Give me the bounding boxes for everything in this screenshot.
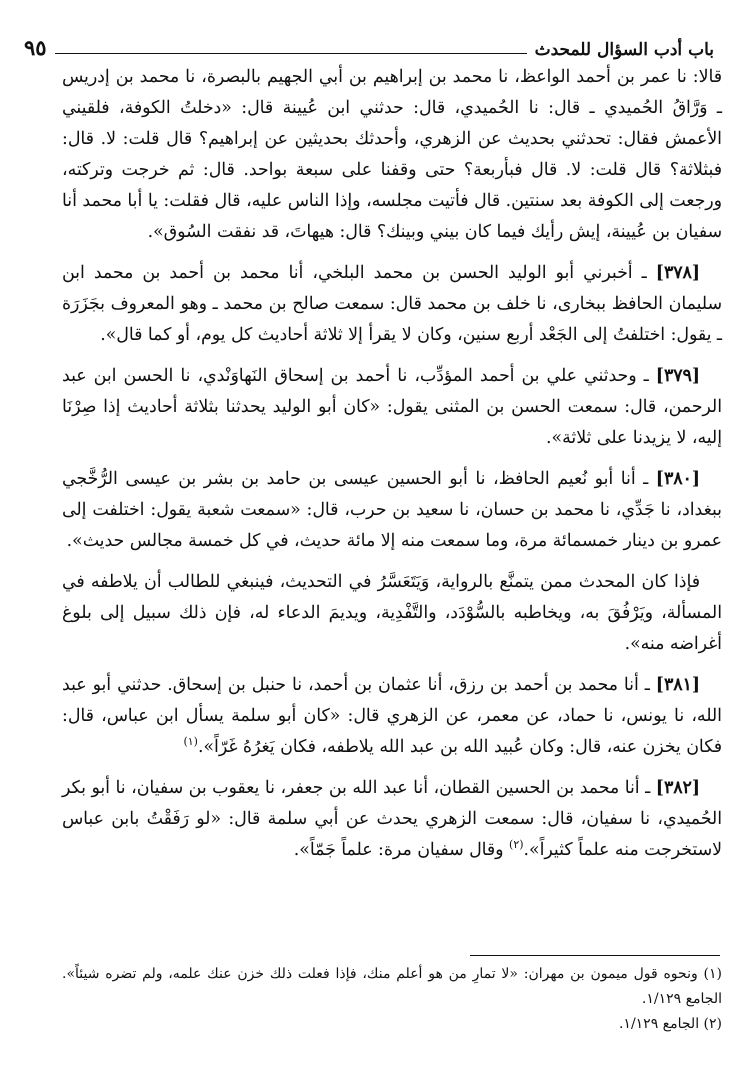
paragraph-text: قالا: نا عمر بن أحمد الواعظ، نا محمد بن إبراهيم بن أبي الجهيم بالبصرة، نا محمد بن إدريس ـ وَرَّاقُ الحُميدي ـ قال: نا الحُميدي، قال: حدثني ابن عُيينة قال: «دخلتُ الكوفة، فلقيني الأعمش فقال: تحدثني بحديث عن الزهري، وأحدثك بحديثين عن إبراهيم؟ قال قلت: لا. قال: فبثلاثة؟ قال قلت: لا. قال فبأربعة؟ حتى وقفنا على سبعة بواحد. قال: ثم خرجت وتركته، ورجعت إلى الكوفة بعد سنتين. قال فأتيت مجلسه، وإذا الناس عليه، قال فقلت: يا أبا محمد أنا سفيان بن عُيينة، إيش رأيك فيما كان بيني وبينك؟ قال: هيهاتَ، قد نفقت السُوق».	[62, 67, 722, 242]
paragraph-text: ـ أنا أبو نُعيم الحافظ، نا أبو الحسين عيسى بن حامد بن بشر بن عيسى الرُّخَّجي ببغداد، نا جَدِّي، نا محمد بن حسان، نا سعيد بن حرب، قال: «سمعت شعبة يقول: اختلفت إلى عمرو بن دينار خمسمائة مرة، وما سمعت منه إلا مائة حديث، في كل خمسة مجالس حديث».	[62, 469, 722, 551]
paragraph-tail: وقال سفيان مرة: علماً جَمّاً».	[293, 840, 510, 860]
paragraph-text: ـ وحدثني علي بن أحمد المؤدِّب، نا أحمد بن إسحاق النَهاوَنْدي، نا الحسن ابن عبد الرحمن، قال: سمعت الحسن بن المثنى يقول: «كان أبو الوليد يحدثنا بثلاثة أحاديث إذا صِرْنَا إليه، لا يزيدنا على ثلاثة».	[62, 366, 722, 448]
paragraph-text: فإذا كان المحدث ممن يتمنَّع بالرواية، وَيَتَعَسَّرُ في التحديث، فينبغي للطالب أن يلاطفه في المسألة، ويَرْفُقَ به، ويخاطبه بالسُّوْدَد، والتَّفْدِية، ويديمَ الدعاء له، فإن ذلك سبيل إلى بلوغ أغراضه منه».	[62, 572, 722, 654]
hadith-number: [٣٨٢]	[655, 778, 700, 798]
chapter-title: باب أدب السؤال للمحدث	[534, 40, 714, 60]
footnote-ref: (٢)	[509, 838, 524, 852]
paragraph-text: ـ أخبرني أبو الوليد الحسن بن محمد البلخي، أنا محمد بن أحمد بن محمد ابن سليمان الحافظ ببخارى، نا خلف بن محمد قال: سمعت صالح بن محمد ـ وهو المعروف بجَزَرَة ـ يقول: اختلفتُ إلى الجَعْد أربع سنين، وكان لا يقرأ إلا ثلاثة أحاديث كل يوم، أو كما قال».	[62, 263, 722, 345]
footnote-2: (٢) الجامع ١/١٢٩.	[618, 1016, 722, 1032]
page-header	[24, 30, 714, 60]
footnote-1: (١) ونحوه قول ميمون بن مهران: «لا تمارِ من هو أعلم منك، فإذا فعلت ذلك خزن عنك علمه، ولم تضره شيئاً». الجامع ١/١٢٩.	[62, 966, 722, 1007]
hadith-number: [٣٧٨]	[655, 263, 700, 283]
hadith-number: [٣٧٩]	[655, 366, 700, 386]
paragraph-intro	[62, 62, 722, 248]
paragraph-text: ـ أنا محمد بن الحسين القطان، أنا عبد الله بن جعفر، نا يعقوب بن سفيان، نا أبو بكر الحُميدي، نا سفيان، قال: سمعت الزهري يحدث عن أبي سلمة قال: «لو رَفَقْتُ بابن عباس لاستخرجت منه علماً كثيراً».	[62, 778, 722, 860]
footnote-rule	[470, 955, 720, 956]
footnote-ref: (١)	[183, 735, 198, 749]
header-rule	[55, 53, 527, 54]
hadith-number: [٣٨١]	[655, 675, 700, 695]
paragraph-379	[62, 361, 722, 454]
page-number: ٩٥	[24, 35, 47, 60]
paragraph-378	[62, 258, 722, 351]
hadith-number: [٣٨٠]	[655, 469, 700, 489]
paragraph-381	[62, 670, 722, 763]
footnotes	[62, 962, 722, 1037]
paragraph-380	[62, 464, 722, 557]
paragraph-commentary	[62, 567, 722, 660]
paragraph-382	[62, 773, 722, 866]
paragraph-text: ـ أنا محمد بن أحمد بن رزق، أنا عثمان بن أحمد، نا حنبل بن إسحاق. حدثني أبو عبد الله، نا يونس، نا حماد، عن معمر، عن الزهري قال: «كان أبو سلمة يسأل ابن عباس، قال: فكان يخزن عنه، قال: وكان عُبيد الله بن عبد الله يلاطفه، فكان يَغرُهُ غَرّاً».	[62, 675, 722, 757]
main-text	[62, 62, 722, 876]
